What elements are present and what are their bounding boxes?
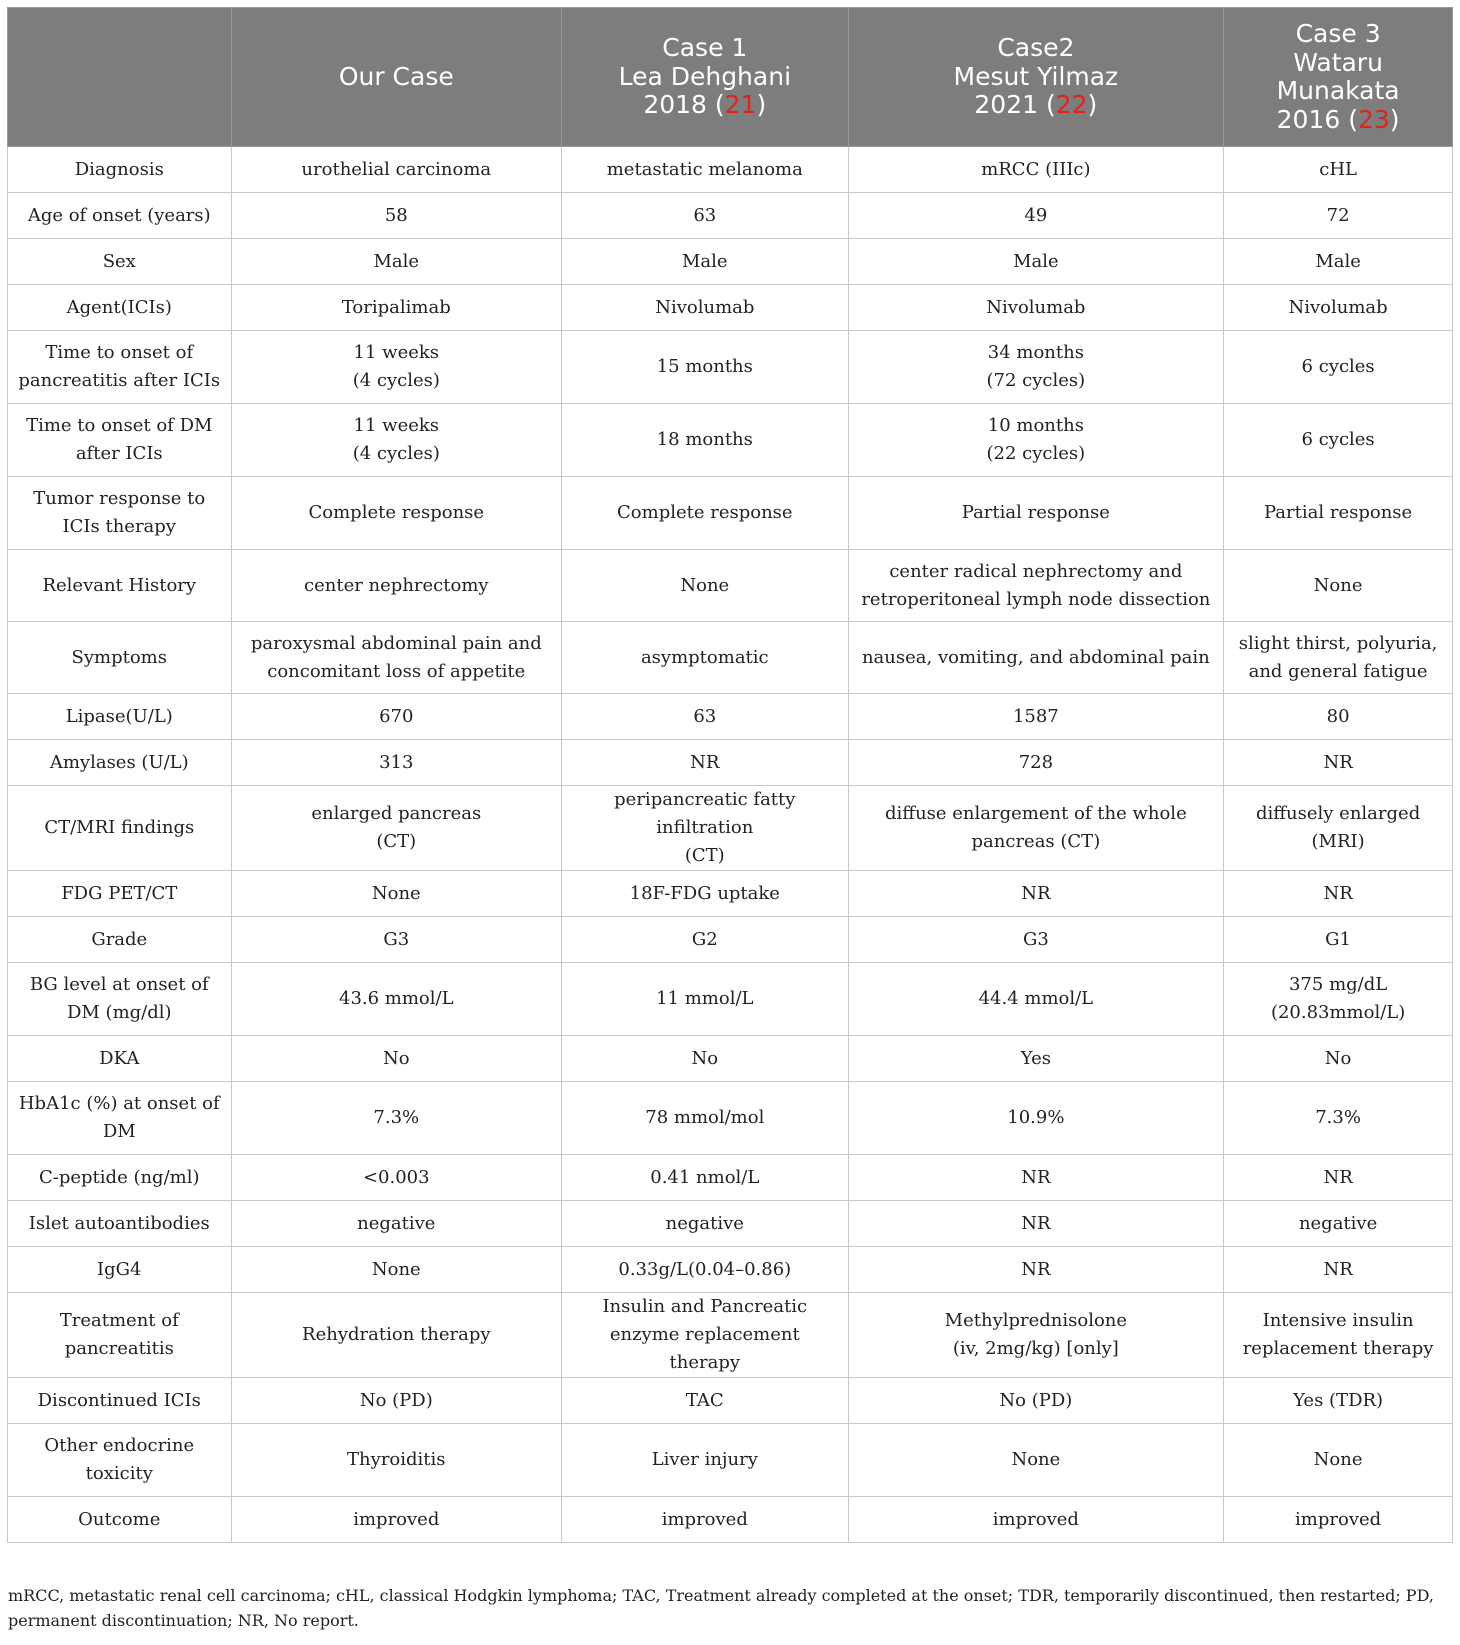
- table-cell: No: [231, 1036, 562, 1082]
- table-cell: None: [562, 550, 848, 622]
- table-cell: improved: [1224, 1497, 1453, 1543]
- row-label: FDG PET/CT: [8, 871, 232, 917]
- table-cell: Male: [1224, 239, 1453, 285]
- table-cell: 670: [231, 694, 562, 740]
- table-cell: Yes (TDR): [1224, 1378, 1453, 1424]
- table-cell: asymptomatic: [562, 622, 848, 694]
- table-cell: Nivolumab: [848, 285, 1224, 331]
- table-cell: 72: [1224, 193, 1453, 239]
- table-cell: No (PD): [231, 1378, 562, 1424]
- table-cell: mRCC (IIIc): [848, 147, 1224, 193]
- row-label: Age of onset (years): [8, 193, 232, 239]
- table-cell: Insulin and Pancreatic enzyme replacement therapy: [562, 1293, 848, 1378]
- row-label: Time to onset of pancreatitis after ICIs: [8, 331, 232, 404]
- table-cell: Rehydration therapy: [231, 1293, 562, 1378]
- table-cell: slight thirst, polyuria, and general fatigue: [1224, 622, 1453, 694]
- row-label: C-peptide (ng/ml): [8, 1155, 232, 1201]
- table-cell: Yes: [848, 1036, 1224, 1082]
- table-cell: 728: [848, 740, 1224, 786]
- table-cell: improved: [848, 1497, 1224, 1543]
- table-row: [8, 622, 1453, 694]
- table-cell: 6 cycles: [1224, 331, 1453, 404]
- table-cell: No (PD): [848, 1378, 1224, 1424]
- table-cell: 43.6 mmol/L: [231, 963, 562, 1036]
- table-cell: Methylprednisolone (iv, 2mg/kg) [only]: [848, 1293, 1224, 1378]
- table-row: [8, 1378, 1453, 1424]
- header-corner: [8, 8, 232, 147]
- row-label: CT/MRI findings: [8, 786, 232, 871]
- table-cell: No: [1224, 1036, 1453, 1082]
- table-row: [8, 917, 1453, 963]
- table-row: [8, 1082, 1453, 1155]
- table-cell: negative: [231, 1201, 562, 1247]
- table-cell: paroxysmal abdominal pain and concomitant loss of appetite: [231, 622, 562, 694]
- reference-link-22[interactable]: 22: [1055, 90, 1088, 120]
- reference-link-21[interactable]: 21: [724, 90, 757, 120]
- table-cell: None: [848, 1424, 1224, 1497]
- header-case-2: Case2 Mesut Yilmaz 2021 (22): [848, 8, 1224, 147]
- table-cell: 63: [562, 193, 848, 239]
- table-cell: 18 months: [562, 404, 848, 477]
- table-cell: negative: [1224, 1201, 1453, 1247]
- row-label: Tumor response to ICIs therapy: [8, 477, 232, 550]
- table-cell: diffuse enlargement of the whole pancreas (CT): [848, 786, 1224, 871]
- table-row: [8, 871, 1453, 917]
- table-row: [8, 963, 1453, 1036]
- row-label: BG level at onset of DM (mg/dl): [8, 963, 232, 1036]
- row-label: Discontinued ICIs: [8, 1378, 232, 1424]
- table-cell: 11 weeks (4 cycles): [231, 404, 562, 477]
- table-cell: NR: [1224, 1247, 1453, 1293]
- row-label: Grade: [8, 917, 232, 963]
- table-cell: Nivolumab: [1224, 285, 1453, 331]
- table-row: [8, 239, 1453, 285]
- table-cell: improved: [562, 1497, 848, 1543]
- table-cell: Nivolumab: [562, 285, 848, 331]
- table-row: [8, 477, 1453, 550]
- table-cell: enlarged pancreas (CT): [231, 786, 562, 871]
- table-cell: Partial response: [848, 477, 1224, 550]
- row-label: Time to onset of DM after ICIs: [8, 404, 232, 477]
- table-cell: improved: [231, 1497, 562, 1543]
- table-cell: TAC: [562, 1378, 848, 1424]
- row-label: Agent(ICIs): [8, 285, 232, 331]
- table-footnote: mRCC, metastatic renal cell carcinoma; cHL, classical Hodgkin lymphoma; TAC, Treatment already completed at the onset; TDR, temporarily discontinued, then restarted; PD, permanent discontinuation; NR, No report.: [8, 1586, 1434, 1630]
- table-row: [8, 331, 1453, 404]
- table-cell: G3: [848, 917, 1224, 963]
- table-cell: 80: [1224, 694, 1453, 740]
- table-cell: 34 months (72 cycles): [848, 331, 1224, 404]
- table-cell: center radical nephrectomy and retroperitoneal lymph node dissection: [848, 550, 1224, 622]
- table-cell: No: [562, 1036, 848, 1082]
- table-row: [8, 1293, 1453, 1378]
- table-cell: NR: [1224, 871, 1453, 917]
- table-cell: 11 weeks (4 cycles): [231, 331, 562, 404]
- table-cell: None: [231, 1247, 562, 1293]
- table-row: [8, 1201, 1453, 1247]
- table-cell: G1: [1224, 917, 1453, 963]
- table-cell: NR: [562, 740, 848, 786]
- table-cell: 7.3%: [1224, 1082, 1453, 1155]
- table-cell: 10.9%: [848, 1082, 1224, 1155]
- row-label: Sex: [8, 239, 232, 285]
- table-cell: Liver injury: [562, 1424, 848, 1497]
- reference-link-23[interactable]: 23: [1357, 104, 1390, 134]
- row-label: Outcome: [8, 1497, 232, 1543]
- header-case-1: Case 1 Lea Dehghani 2018 (21): [562, 8, 848, 147]
- table-cell: Thyroiditis: [231, 1424, 562, 1497]
- table-cell: 10 months (22 cycles): [848, 404, 1224, 477]
- table-row: [8, 786, 1453, 871]
- row-label: Lipase(U/L): [8, 694, 232, 740]
- row-label: Other endocrine toxicity: [8, 1424, 232, 1497]
- table-row: [8, 740, 1453, 786]
- header-our-case: Our Case: [231, 8, 562, 147]
- table-cell: 7.3%: [231, 1082, 562, 1155]
- table-row: [8, 404, 1453, 477]
- table-cell: Male: [848, 239, 1224, 285]
- table-cell: cHL: [1224, 147, 1453, 193]
- table-cell: G2: [562, 917, 848, 963]
- table-row: [8, 1247, 1453, 1293]
- table-cell: Male: [562, 239, 848, 285]
- table-cell: NR: [848, 1155, 1224, 1201]
- row-label: IgG4: [8, 1247, 232, 1293]
- table-row: [8, 147, 1453, 193]
- row-label: Islet autoantibodies: [8, 1201, 232, 1247]
- table-cell: nausea, vomiting, and abdominal pain: [848, 622, 1224, 694]
- table-row: [8, 1036, 1453, 1082]
- row-label: Diagnosis: [8, 147, 232, 193]
- table-cell: NR: [848, 1247, 1224, 1293]
- table-cell: None: [1224, 550, 1453, 622]
- row-label: Amylases (U/L): [8, 740, 232, 786]
- table-cell: None: [1224, 1424, 1453, 1497]
- table-row: [8, 1497, 1453, 1543]
- table-cell: Complete response: [562, 477, 848, 550]
- table-row: [8, 193, 1453, 239]
- table-cell: NR: [848, 1201, 1224, 1247]
- table-cell: negative: [562, 1201, 848, 1247]
- table-cell: 58: [231, 193, 562, 239]
- row-label: DKA: [8, 1036, 232, 1082]
- row-label: Treatment of pancreatitis: [8, 1293, 232, 1378]
- table-cell: 15 months: [562, 331, 848, 404]
- table-cell: 44.4 mmol/L: [848, 963, 1224, 1036]
- table-row: [8, 550, 1453, 622]
- table-cell: NR: [848, 871, 1224, 917]
- table-cell: diffusely enlarged (MRI): [1224, 786, 1453, 871]
- comparison-table: [7, 7, 1453, 1543]
- table-row: [8, 1424, 1453, 1497]
- table-cell: 375 mg/dL (20.83mmol/L): [1224, 963, 1453, 1036]
- table-cell: 0.41 nmol/L: [562, 1155, 848, 1201]
- header-row: [8, 8, 1453, 147]
- header-case-3: Case 3 Wataru Munakata 2016 (23): [1224, 8, 1453, 147]
- table-cell: Toripalimab: [231, 285, 562, 331]
- row-label: Relevant History: [8, 550, 232, 622]
- table-cell: Complete response: [231, 477, 562, 550]
- table-body: [8, 147, 1453, 1543]
- table-row: [8, 285, 1453, 331]
- table-cell: 0.33g/L(0.04–0.86): [562, 1247, 848, 1293]
- table-row: [8, 1155, 1453, 1201]
- table-row: [8, 694, 1453, 740]
- table-cell: 6 cycles: [1224, 404, 1453, 477]
- table-cell: 11 mmol/L: [562, 963, 848, 1036]
- table-cell: None: [231, 871, 562, 917]
- table-cell: urothelial carcinoma: [231, 147, 562, 193]
- table-cell: metastatic melanoma: [562, 147, 848, 193]
- table-cell: 49: [848, 193, 1224, 239]
- table-cell: peripancreatic fatty infiltration (CT): [562, 786, 848, 871]
- row-label: Symptoms: [8, 622, 232, 694]
- table-cell: 78 mmol/mol: [562, 1082, 848, 1155]
- table-cell: G3: [231, 917, 562, 963]
- row-label: HbA1c (%) at onset of DM: [8, 1082, 232, 1155]
- table-cell: Intensive insulin replacement therapy: [1224, 1293, 1453, 1378]
- table-cell: 63: [562, 694, 848, 740]
- table-cell: <0.003: [231, 1155, 562, 1201]
- table-cell: 313: [231, 740, 562, 786]
- table-cell: NR: [1224, 740, 1453, 786]
- table-cell: center nephrectomy: [231, 550, 562, 622]
- table-cell: 18F-FDG uptake: [562, 871, 848, 917]
- table-cell: Male: [231, 239, 562, 285]
- table-cell: NR: [1224, 1155, 1453, 1201]
- table-cell: Partial response: [1224, 477, 1453, 550]
- table-cell: 1587: [848, 694, 1224, 740]
